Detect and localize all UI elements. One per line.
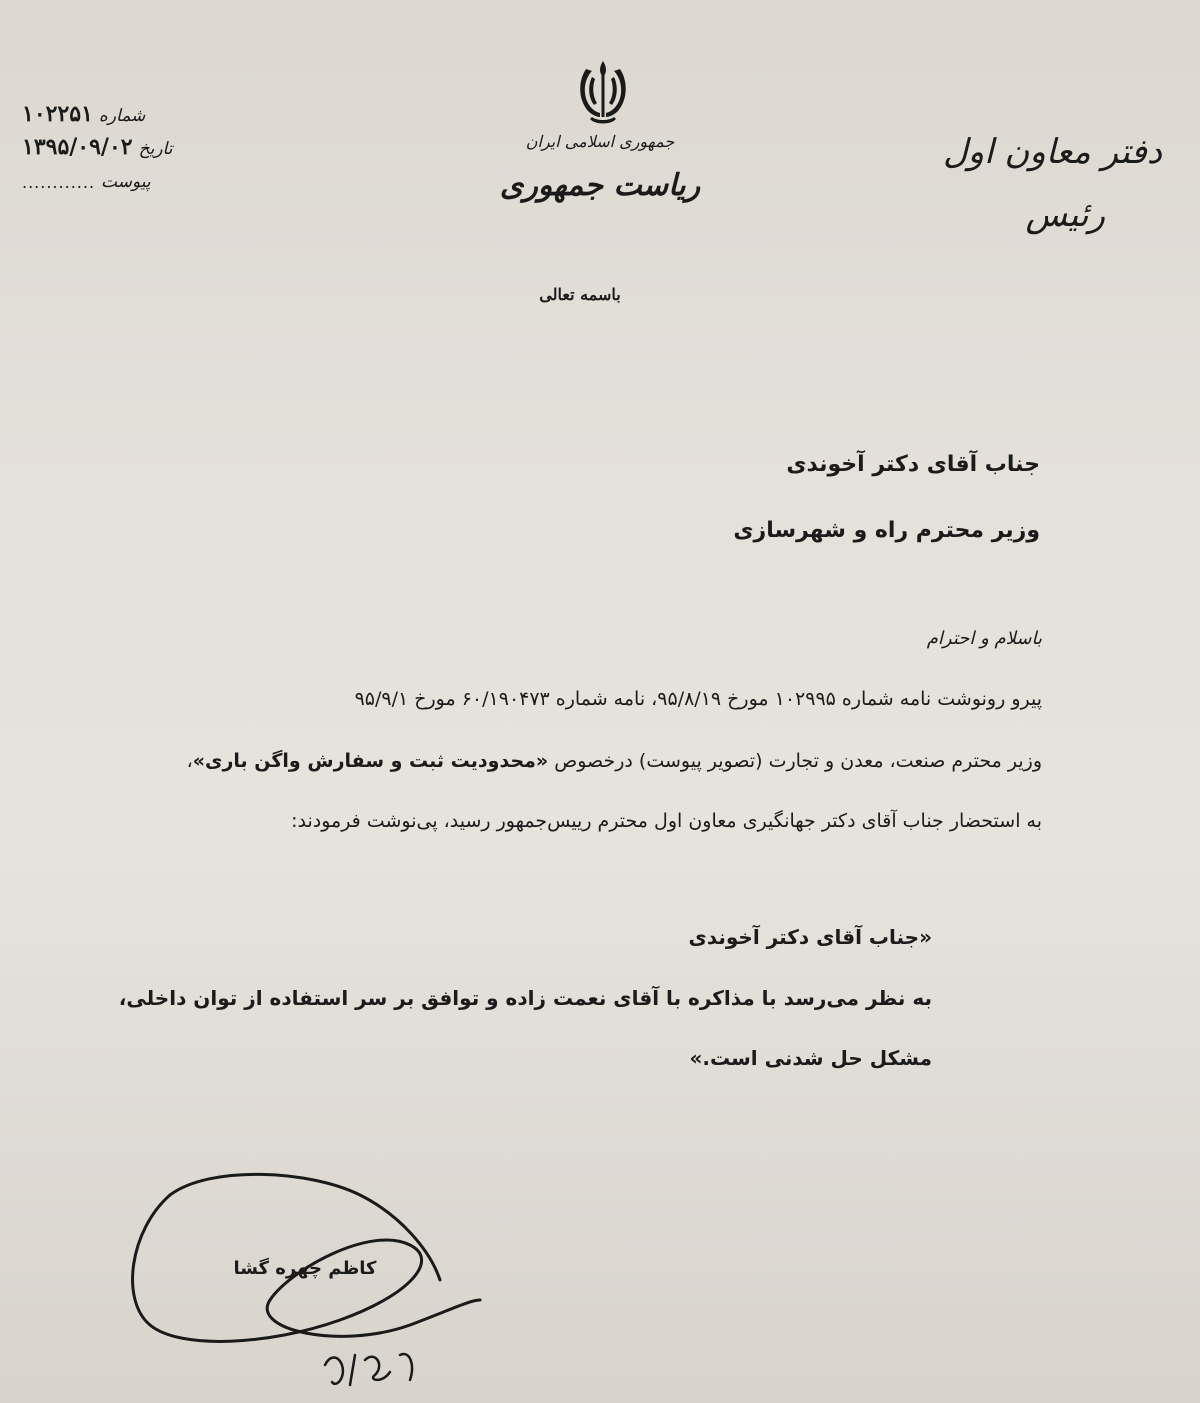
body-line-3: به استحضار جناب آقای دکتر جهانگیری معاون اول محترم رییس‌جمهور رسید، پی‌نوشت فرمودند: — [291, 810, 1042, 832]
letter-meta — [22, 92, 212, 191]
attachment-label: پیوست — [101, 172, 151, 192]
number-value: ۱۰۲۲۵۱ — [22, 101, 93, 127]
date-row — [22, 125, 212, 158]
quote-line-3: مشکل حل شدنی است.» — [689, 1046, 932, 1070]
number-label: شماره — [98, 106, 146, 126]
addressee-title: وزیر محترم راه و شهرسازی — [733, 518, 1040, 543]
body-line-2 — [0, 750, 1042, 772]
addressee-name: جناب آقای دکتر آخوندی — [786, 452, 1040, 477]
office-subtitle: رئیس — [1025, 195, 1105, 235]
date-label: تاریخ — [138, 139, 173, 159]
quote-line-1: «جناب آقای دکتر آخوندی — [688, 925, 932, 949]
body-line-2-text: وزیر محترم صنعت، معدن و تجارت (تصویر پیوست) درخصوص — [548, 750, 1042, 772]
signer-name: کاظم چهره گشا — [233, 1258, 377, 1279]
iran-emblem-icon — [568, 55, 638, 135]
office-title: دفتر معاون اول — [943, 132, 1162, 172]
salutation: باسلام و احترام — [926, 628, 1042, 649]
body-line-2-end: ، — [186, 750, 193, 772]
subject-text: «محدودیت ثبت و سفارش واگن باری» — [192, 750, 549, 772]
republic-text: جمهوری اسلامی ایران — [525, 132, 675, 151]
body-line-1: پیرو رونوشت نامه شماره ۱۰۲۹۹۵ مورخ ۹۵/۸/۱۹، نامه شماره ۶۰/۱۹۰۴۷۳ مورخ ۹۵/۹/۱ — [354, 688, 1042, 710]
quote-line-2: به نظر می‌رسد با مذاکره با آقای نعمت زاده و توافق بر سر استفاده از توان داخلی، — [118, 986, 932, 1010]
date-value: ۱۳۹۵/۰۹/۰۲ — [22, 134, 133, 160]
attachment-row — [22, 158, 212, 191]
attachment-value: ............ — [22, 173, 96, 192]
number-row — [22, 92, 212, 125]
presidency-title: ریاست جمهوری — [499, 168, 701, 203]
basmala: باسمه تعالی — [539, 285, 621, 304]
